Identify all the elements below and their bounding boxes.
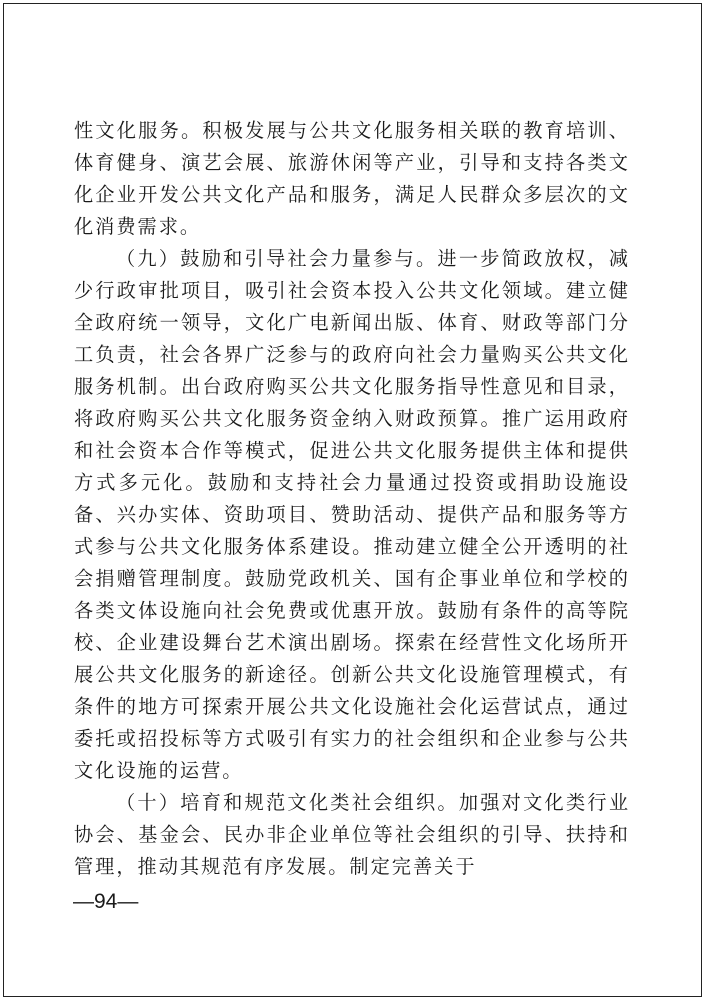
paragraph-section-10 xyxy=(74,787,630,883)
document-body xyxy=(74,115,630,883)
paragraph-continuation xyxy=(74,115,630,243)
paragraph-section-9 xyxy=(74,243,630,787)
paragraph-text: 进一步简政放权，减少行政审批项目，吸引社会资本投入公共文化领域。建立健全政府统一领导，文化广电新闻出版、体育、财政等部门分工负责，社会各界广泛参与的政府向社会力量购买公共文化服务机制。出台政府购买公共文化服务指导性意见和目录，将政府购买公共文化服务资金纳入财政预算。推广运用政府和社会资本合作等模式，促进公共文化服务提供主体和提供方式多元化。鼓励和支持社会力量通过投资或捐助设施设备、兴办实体、资助项目、赞助活动、提供产品和服务等方式参与公共文化服务体系建设。推动建立健全公开透明的社会捐赠管理制度。鼓励党政机关、国有企事业单位和学校的各类文体设施向社会免费或优惠开放。鼓励有条件的高等院校、企业建设舞台艺术演出剧场。探索在经营性文化场所开展公共文化服务的新途径。创新公共文化设施管理模式，有条件的地方可探索开展公共文化设施社会化运营试点，通过委托或招投标等方式吸引有实力的社会组织和企业参与公共文化设施的运营。 xyxy=(74,247,631,782)
page-number: —94— xyxy=(73,890,139,913)
section-heading-9: （九）鼓励和引导社会力量参与。 xyxy=(116,247,438,270)
paragraph-text: 性文化服务。积极发展与公共文化服务相关联的教育培训、体育健身、演艺会展、旅游休闲等产业，引导和支持各类文化企业开发公共文化产品和服务，满足人民群众多层次的文化消费需求。 xyxy=(74,119,630,238)
section-heading-10: （十）培育和规范文化类社会组织。 xyxy=(116,791,459,814)
paragraph-text: 加强对文化类行业协会、基金会、民办非企业单位等社会组织的引导、扶持和管理，推动其规范有序发展。制定完善关于 xyxy=(74,791,631,878)
